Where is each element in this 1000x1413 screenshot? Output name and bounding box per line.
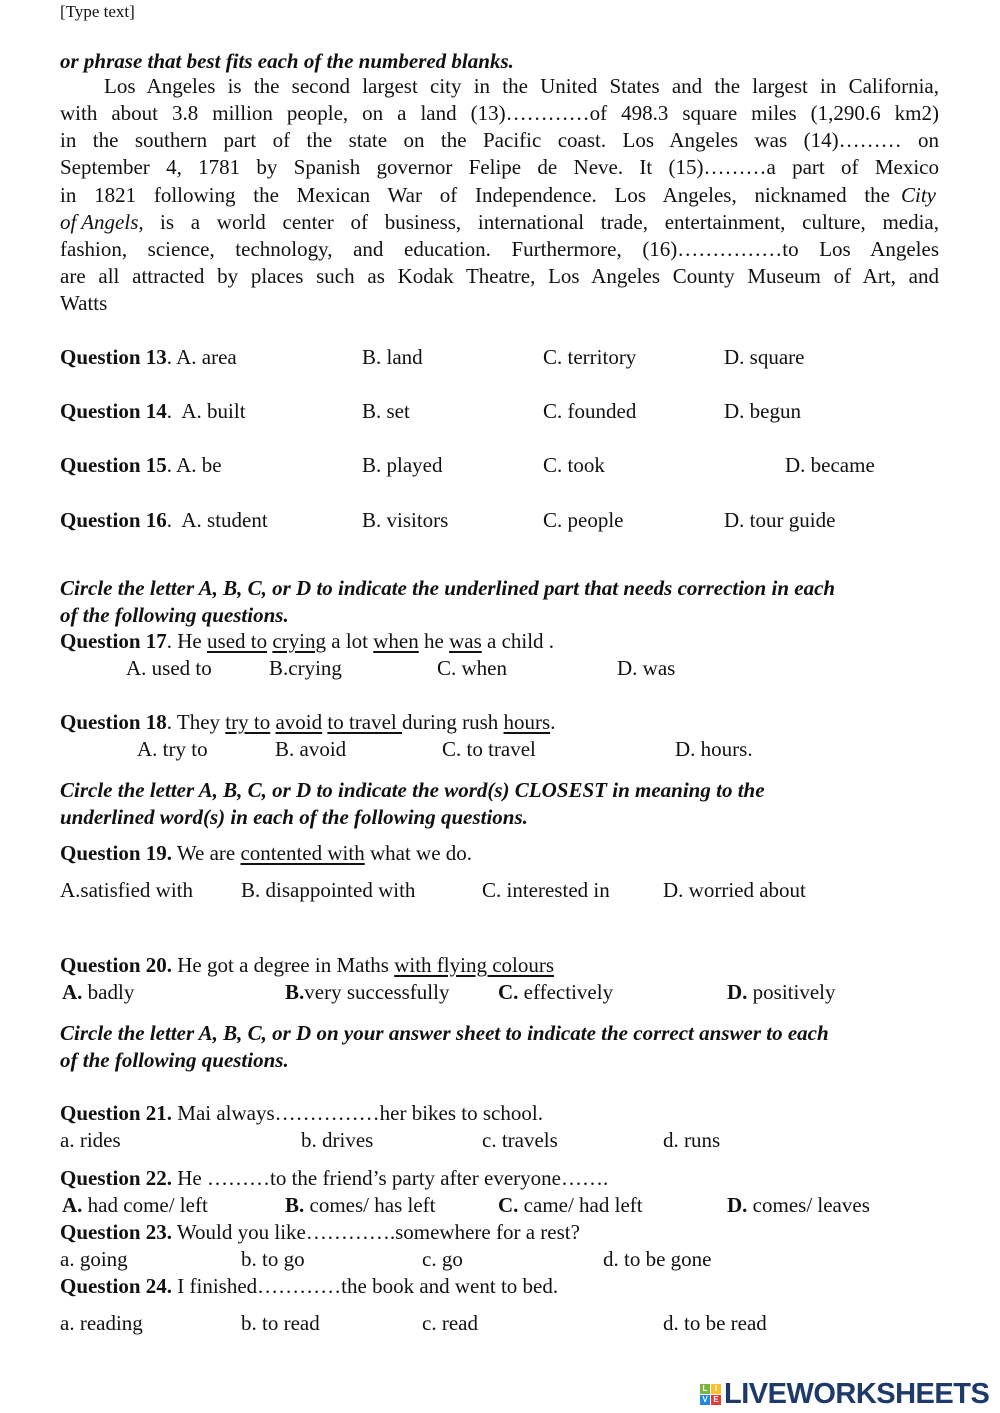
logo-tiles-icon (700, 1384, 721, 1405)
option-a[interactable]: . A. student (166, 508, 268, 532)
option-a[interactable] (62, 979, 134, 1005)
option-b[interactable]: b. to read (241, 1311, 320, 1335)
option-d[interactable]: D. worried about (663, 878, 806, 902)
option-d[interactable]: d. to be read (663, 1311, 767, 1335)
passage-line: Los Angeles is the second largest city in the United States and the largest in California, (104, 74, 939, 98)
question-label: Question 14 (60, 399, 167, 423)
option-letter: C. (498, 980, 519, 1004)
text: He ………to the friend’s party after everyone……. (172, 1166, 609, 1190)
question-text (60, 952, 554, 978)
option-a[interactable]: . A. be (166, 453, 222, 477)
option-c[interactable]: C. interested in (482, 878, 610, 902)
underlined-part: avoid (275, 710, 323, 734)
question-text (60, 840, 472, 866)
option-text: effectively (518, 980, 614, 1004)
option-text: had come/ left (82, 1193, 208, 1217)
underlined-part: used to (207, 629, 268, 653)
underlined-part: when (373, 629, 419, 653)
option-text: positively (747, 980, 836, 1004)
option-text: comes/ has left (304, 1193, 436, 1217)
logo-tile: V (700, 1395, 710, 1405)
option-d[interactable]: D. tour guide (724, 508, 836, 532)
option-c[interactable]: C. to travel (442, 737, 536, 761)
option-b[interactable]: B. visitors (362, 508, 449, 532)
question-label: Question 17 (60, 629, 167, 653)
question-label: Question 15 (60, 453, 167, 477)
question-label: Question 22. (60, 1166, 173, 1190)
option-letter: D. (727, 980, 748, 1004)
page-header: [Type text] (60, 2, 135, 21)
option-b[interactable] (285, 1192, 435, 1218)
passage-italic: of Angels, (60, 210, 144, 234)
text: I finished…………the book and went to bed. (172, 1274, 559, 1298)
instruction-heading: Circle the letter A, B, C, or D to indicate the word(s) CLOSEST in meaning to the (60, 778, 765, 802)
option-b[interactable]: b. drives (301, 1128, 374, 1152)
passage-line: Watts (60, 291, 108, 315)
question-label: Question 19. (60, 841, 173, 865)
question-label: Question 20. (60, 953, 173, 977)
option-c[interactable] (498, 1192, 643, 1218)
text: a lot (326, 629, 374, 653)
option-text: comes/ leaves (747, 1193, 870, 1217)
option-b[interactable]: B. played (362, 453, 443, 477)
question-text (60, 709, 555, 735)
text: he (418, 629, 450, 653)
question-label: Question 21. (60, 1101, 173, 1125)
option-a[interactable]: . A. built (166, 399, 246, 423)
question-label: Question 23. (60, 1220, 173, 1244)
option-d[interactable] (727, 1192, 870, 1218)
option-d[interactable] (727, 979, 836, 1005)
option-c[interactable]: C. people (543, 508, 624, 532)
instruction-heading: Circle the letter A, B, C, or D to indicate the underlined part that needs correction in each (60, 576, 836, 600)
option-text: badly (82, 980, 135, 1004)
text: what we do. (364, 841, 473, 865)
underlined-part: with flying colours (394, 953, 555, 977)
logo-tile: E (711, 1395, 721, 1405)
option-d[interactable]: D. hours. (675, 737, 753, 761)
passage-line: September 4, 1781 by Spanish governor Felipe de Neve. It (15)………a part of Mexico (60, 155, 939, 179)
option-c[interactable]: C. territory (543, 345, 637, 369)
option-a[interactable]: a. going (60, 1247, 128, 1271)
option-a[interactable] (62, 1192, 208, 1218)
option-text: very successfully (304, 980, 450, 1004)
text: Mai always……………her bikes to school. (172, 1101, 543, 1125)
option-d[interactable]: D. became (785, 453, 875, 477)
liveworksheets-logo (700, 1378, 989, 1411)
option-c[interactable]: c. go (422, 1247, 463, 1271)
underlined-part: contented with (240, 841, 365, 865)
question-text (60, 1219, 580, 1245)
passage-line: are all attracted by places such as Kodak Theatre, Los Angeles County Museum of Art, and (60, 264, 939, 288)
text: He got a degree in Maths (172, 953, 395, 977)
option-d[interactable]: d. runs (663, 1128, 721, 1152)
option-letter: B. (285, 980, 305, 1004)
option-c[interactable]: c. read (422, 1311, 478, 1335)
question-text (60, 1165, 608, 1191)
passage-line: in the southern part of the state on the Pacific coast. Los Angeles was (14)……… on (60, 128, 939, 152)
question-text (60, 1100, 543, 1126)
option-c[interactable]: C. when (437, 656, 507, 680)
text: . They (166, 710, 226, 734)
underlined-part: try to (225, 710, 271, 734)
option-d[interactable]: d. to be gone (603, 1247, 712, 1271)
underlined-part: hours (503, 710, 551, 734)
option-letter: C. (498, 1193, 519, 1217)
option-text: came/ had left (518, 1193, 643, 1217)
option-b[interactable]: B. land (362, 345, 423, 369)
option-a[interactable]: A.satisfied with (60, 878, 193, 902)
option-a[interactable]: . A. area (166, 345, 237, 369)
option-a[interactable]: a. rides (60, 1128, 121, 1152)
question-label: Question 13 (60, 345, 167, 369)
logo-tile: L (700, 1384, 710, 1394)
question-label: Question 18 (60, 710, 167, 734)
option-c[interactable]: C. took (543, 453, 605, 477)
instruction-heading: of the following questions. (60, 1048, 289, 1072)
instruction-heading: or phrase that best fits each of the numbered blanks. (60, 49, 514, 73)
text: Would you like………….somewhere for a rest? (172, 1220, 580, 1244)
option-a[interactable]: a. reading (60, 1311, 143, 1335)
option-letter: A. (62, 1193, 83, 1217)
question-text (60, 1273, 558, 1299)
instruction-heading: of the following questions. (60, 603, 289, 627)
option-letter: B. (285, 1193, 305, 1217)
option-c[interactable]: C. founded (543, 399, 637, 423)
option-a[interactable]: A. try to (137, 737, 208, 761)
question-text (60, 628, 554, 654)
passage-line: with about 3.8 million people, on a land (13)…………of 498.3 square miles (1,290.6 km2) (60, 101, 939, 125)
underlined-part: was (449, 629, 482, 653)
text: during rush (402, 710, 504, 734)
option-b[interactable]: b. to go (241, 1247, 305, 1271)
question-label: Question 24. (60, 1274, 173, 1298)
text: a child . (481, 629, 555, 653)
text: . He (166, 629, 208, 653)
logo-tile: I (711, 1384, 721, 1394)
option-b[interactable] (285, 979, 449, 1005)
underlined-part: crying (272, 629, 326, 653)
option-a[interactable]: A. used to (126, 656, 212, 680)
question-label: Question 16 (60, 508, 167, 532)
option-b[interactable]: B. avoid (275, 737, 347, 761)
text: We are (172, 841, 241, 865)
instruction-heading: underlined word(s) in each of the following questions. (60, 805, 528, 829)
option-letter: A. (62, 980, 83, 1004)
passage-line: in 1821 following the Mexican War of Independence. Los Angeles, nicknamed the (60, 183, 890, 207)
instruction-heading: Circle the letter A, B, C, or D on your answer sheet to indicate the correct answer to each (60, 1021, 829, 1045)
underlined-part: to travel (327, 710, 403, 734)
option-b[interactable]: B.crying (269, 656, 342, 680)
option-b[interactable]: B. set (362, 399, 410, 423)
passage-line: fashion, science, technology, and education. Furthermore, (16)……………to Los Angeles (60, 237, 939, 261)
option-b[interactable]: B. disappointed with (241, 878, 416, 902)
option-d[interactable]: D. was (617, 656, 676, 680)
option-c[interactable] (498, 979, 613, 1005)
logo-text: LIVEWORKSHEETS (724, 1378, 990, 1410)
option-d[interactable]: D. begun (724, 399, 801, 423)
option-c[interactable]: c. travels (482, 1128, 558, 1152)
text: . (550, 710, 556, 734)
option-letter: D. (727, 1193, 748, 1217)
passage-line: is a world center of business, international trade, entertainment, culture, media, (160, 210, 939, 234)
option-d[interactable]: D. square (724, 345, 805, 369)
passage-italic: City (901, 183, 936, 207)
